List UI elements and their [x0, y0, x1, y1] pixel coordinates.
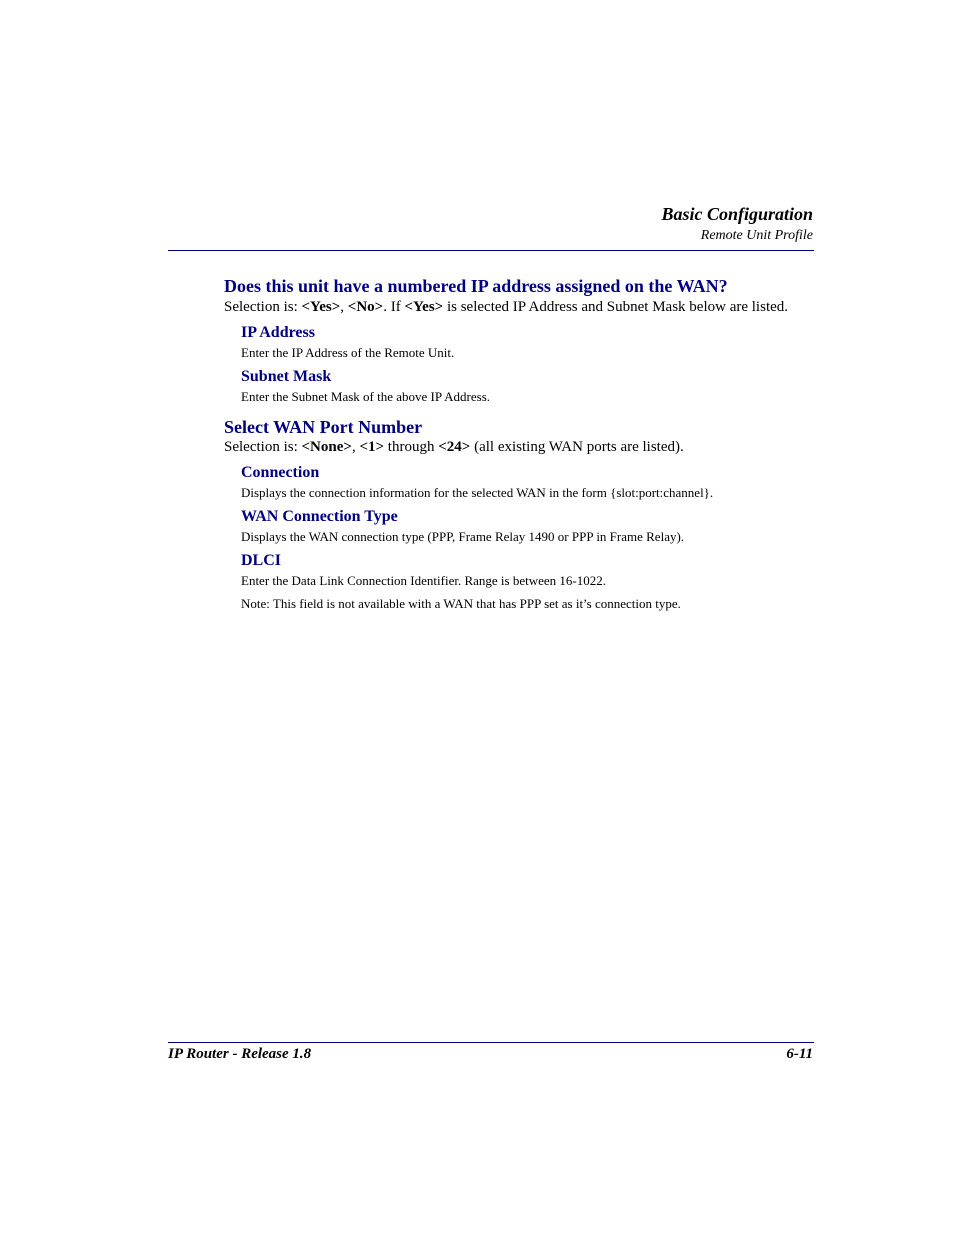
subnet-mask-description: Enter the Subnet Mask of the above IP Address.	[241, 389, 490, 404]
selection-prefix: Selection is:	[224, 439, 302, 455]
selection-suffix: (all existing WAN ports are listed).	[470, 439, 684, 455]
subheading-connection: Connection	[241, 464, 320, 481]
option-yes-ref: <Yes>	[404, 299, 444, 315]
dlci-note: Note: This field is not available with a WAN that has PPP set as it’s connection type.	[241, 596, 681, 611]
subheading-dlci: DLCI	[241, 552, 282, 569]
subheading-subnet-mask: Subnet Mask	[241, 368, 332, 385]
section-heading-wan-port: Select WAN Port Number	[224, 417, 423, 437]
option-1: <1>	[359, 439, 385, 455]
subheading-wan-connection-type: WAN Connection Type	[241, 508, 398, 525]
subheading-ip-address: IP Address	[241, 324, 315, 341]
footer-page-number: 6-11	[786, 1046, 813, 1062]
wan-connection-type-description: Displays the WAN connection type (PPP, Frame Relay 1490 or PPP in Frame Relay).	[241, 529, 685, 544]
section-heading-numbered-ip: Does this unit have a numbered IP address assigned on the WAN?	[224, 276, 728, 296]
selection-prefix: Selection is:	[224, 299, 302, 315]
separator: ,	[340, 299, 348, 315]
connection-description: Displays the connection information for the selected WAN in the form {slot:port:channel}.	[241, 485, 714, 500]
dlci-description: Enter the Data Link Connection Identifier. Range is between 16-1022.	[241, 573, 606, 588]
running-header-subtitle: Remote Unit Profile	[700, 228, 813, 243]
separator: ,	[351, 439, 360, 455]
footer-product-release: IP Router - Release 1.8	[168, 1046, 312, 1062]
header-rule	[168, 250, 814, 251]
footer-rule	[168, 1042, 814, 1043]
selection-suffix: is selected IP Address and Subnet Mask below are listed.	[443, 299, 789, 315]
wan-port-selection-text	[224, 439, 684, 456]
option-none: <None>	[301, 439, 352, 455]
option-24: <24>	[438, 439, 471, 455]
numbered-ip-selection-text	[224, 299, 788, 316]
selection-mid: . If	[383, 299, 405, 315]
option-yes: <Yes>	[301, 299, 341, 315]
option-no: <No>	[347, 299, 384, 315]
ip-address-description: Enter the IP Address of the Remote Unit.	[241, 345, 455, 360]
running-header-title: Basic Configuration	[661, 204, 813, 224]
selection-through: through	[384, 439, 439, 455]
